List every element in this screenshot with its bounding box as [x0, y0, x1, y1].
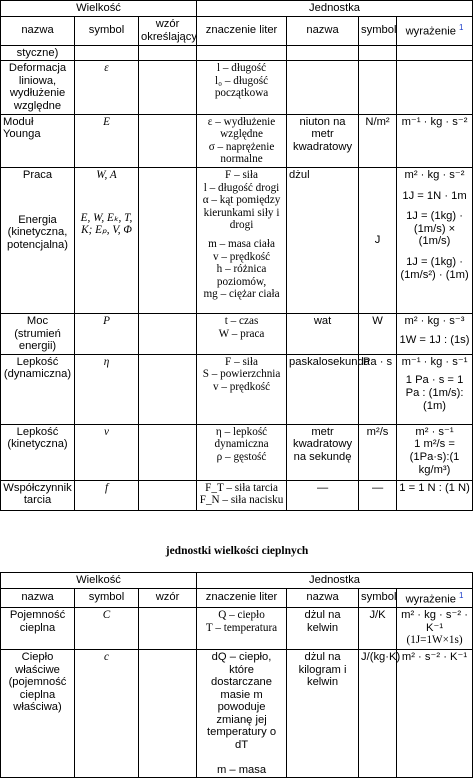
group-header-jednostka: Jednostka [197, 1, 473, 17]
row-symbol: f [75, 480, 139, 510]
group-header-wielkosc: Wielkość [1, 1, 197, 17]
thermal-units-table [0, 572, 473, 778]
row-znaczenie: ε – wydłużenie względne σ – naprężenie normalne [197, 114, 287, 167]
row-wzor [139, 313, 197, 354]
col-header-znaczenie: znaczenie liter [197, 16, 287, 45]
col-header-wyrazenie: wyrażenie $^1$ [397, 16, 473, 45]
row-wzor [139, 61, 197, 114]
row-wzor [139, 480, 197, 510]
overflow-text: styczne) [1, 45, 75, 61]
row-nazwa: Współczynnik tarcia [1, 480, 75, 510]
unit-wyrazenie: 1 = 1 N : (1 N) [397, 480, 473, 510]
row-wzor [139, 354, 197, 424]
unit-symbol: W [359, 313, 397, 354]
unit-nazwa: niuton na metr kwadratowy [287, 114, 359, 167]
unit-wyrazenie: m² · kg · s⁻³ 1W = 1J : (1s) [397, 313, 473, 354]
row-znaczenie: F – siła l – długość drogi α – kąt pomiędzy kierunkami siły i drogi m – masa ciała v – prędkość h – różnica poziomów, mg – ciężar ciała [197, 167, 287, 313]
unit-wyrazenie: m² · s⁻² · K⁻¹ [397, 649, 473, 777]
row-nazwa: Ciepło właściwe (pojemność cieplna właściwa) [1, 649, 75, 777]
unit-symbol: m²/s [359, 424, 397, 480]
table-row [1, 61, 473, 114]
row-nazwa: Lepkość (dynamiczna) [1, 354, 75, 424]
col-header-znaczenie: znaczenie liter [197, 588, 287, 607]
row-symbol: E [75, 114, 139, 167]
row-nazwa: Moduł Younga [1, 114, 75, 167]
row-nazwa: Moc (strumień energii) [1, 313, 75, 354]
table-row [1, 167, 473, 313]
row-wzor [139, 114, 197, 167]
unit-symbol: J [359, 167, 397, 313]
group-header-wielkosc: Wielkość [1, 573, 197, 589]
table-row [1, 114, 473, 167]
row-wzor [139, 424, 197, 480]
row-symbol: C [75, 607, 139, 649]
group-header-jednostka: Jednostka [197, 573, 473, 589]
row-wzor [139, 607, 197, 649]
col-header-nazwa: nazwa [1, 16, 75, 45]
row-znaczenie: dQ – ciepło, które dostarczane masie m powoduje zmianę jej temperatury o dT m – masa [197, 649, 287, 777]
footnote-link[interactable]: 1 [459, 590, 464, 600]
unit-wyrazenie: m⁻¹ · kg · s⁻² [397, 114, 473, 167]
table-row [1, 480, 473, 510]
row-nazwa: Pojemność cieplna [1, 607, 75, 649]
col-header-wzor: wzór określający [139, 16, 197, 45]
unit-wyrazenie: m⁻¹ · kg · s⁻¹ 1 Pa · s = 1 Pa : (1m/s):(1m) [397, 354, 473, 424]
col-header-symbol: symbol [75, 16, 139, 45]
unit-symbol: N/m² [359, 114, 397, 167]
table-row [1, 313, 473, 354]
row-symbol: W, A E, W, Eₖ, T, K; Eₚ, V, Φ [75, 167, 139, 313]
row-znaczenie: Q – ciepło T – temperatura [197, 607, 287, 649]
col-header-unit-symbol: symbol [359, 16, 397, 45]
unit-wyrazenie: m² · s⁻¹ 1 m²/s = (1Pa·s):(1 kg/m³) [397, 424, 473, 480]
unit-nazwa: wat [287, 313, 359, 354]
col-header-unit-nazwa: nazwa [287, 588, 359, 607]
col-header-wzor: wzór [139, 588, 197, 607]
row-symbol: c [75, 649, 139, 777]
footnote-link[interactable]: 1 [459, 23, 464, 33]
table-row [1, 607, 473, 649]
row-nazwa: Lepkość (kinetyczna) [1, 424, 75, 480]
row-symbol: P [75, 313, 139, 354]
row-znaczenie: t – czas W – praca [197, 313, 287, 354]
col-header-unit-symbol: symbol [359, 588, 397, 607]
unit-nazwa: dżul [287, 167, 359, 313]
unit-wyrazenie: m² · kg · s⁻² · K⁻¹ (1J=1W×1s) [397, 607, 473, 649]
unit-nazwa: paskalosekunda [287, 354, 359, 424]
row-wzor [139, 167, 197, 313]
unit-nazwa: metr kwadratowy na sekundę [287, 424, 359, 480]
unit-wyrazenie: m² · kg · s⁻² 1J = 1N · 1m 1J = (1kg) · (1m/s) × (1m/s) 1J = (1kg) · (1m/s²) · (1m) [397, 167, 473, 313]
section-caption: jednostki wielkości cieplnych [165, 545, 309, 557]
unit-nazwa: dżul na kelwin [287, 607, 359, 649]
unit-symbol: J/(kg·K) [359, 649, 397, 777]
row-znaczenie: η – lepkość dynamiczna ρ – gęstość [197, 424, 287, 480]
col-header-symbol: symbol [75, 588, 139, 607]
unit-symbol: Pa · s [359, 354, 397, 424]
row-znaczenie: F – siła S – powierzchnia v – prędkość [197, 354, 287, 424]
unit-nazwa: dżul na kilogram i kelwin [287, 649, 359, 777]
row-znaczenie: F_T – siła tarcia F_N – siła nacisku [197, 480, 287, 510]
row-nazwa: Deformacja liniowa, wydłużenie względne [1, 61, 75, 114]
col-header-nazwa: nazwa [1, 588, 75, 607]
row-symbol: ε [75, 61, 139, 114]
table-row [1, 649, 473, 777]
col-header-unit-nazwa: nazwa [287, 16, 359, 45]
row-nazwa: Praca Energia (kinetyczna, potencjalna) [1, 167, 75, 313]
row-symbol: ν [75, 424, 139, 480]
row-symbol: η [75, 354, 139, 424]
row-wzor [139, 649, 197, 777]
unit-nazwa: — [287, 480, 359, 510]
col-header-wyrazenie: wyrażenie $^1$ [397, 588, 473, 607]
unit-symbol: J/K [359, 607, 397, 649]
row-znaczenie: l – długość l₀ – długość początkowa [197, 61, 287, 114]
table-row [1, 424, 473, 480]
unit-symbol: — [359, 480, 397, 510]
table-row [1, 354, 473, 424]
